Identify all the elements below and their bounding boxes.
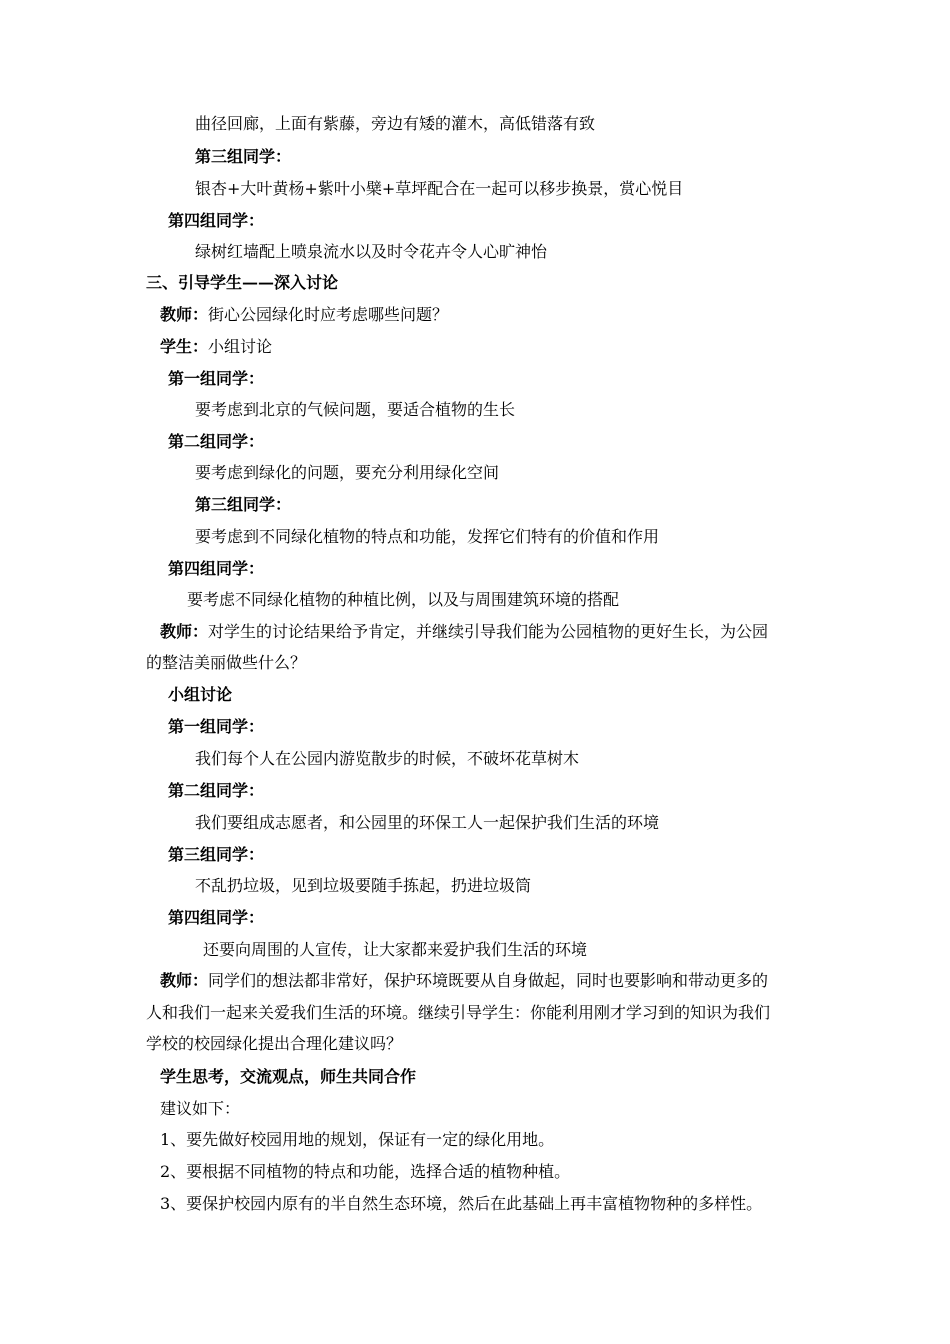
group-heading: 第三组同学： xyxy=(195,147,292,166)
text-line: 要考虑到北京的气候问题，要适合植物的生长 xyxy=(195,400,516,419)
text-line: 要考虑不同绿化植物的种植比例，以及与周围建筑环境的搭配 xyxy=(187,590,620,609)
text-line: 曲径回廊，上面有紫藤，旁边有矮的灌木，高低错落有致 xyxy=(195,114,596,133)
text-line: 要考虑到绿化的问题，要充分利用绿化空间 xyxy=(195,463,500,482)
speaker-label: 教师： xyxy=(160,622,209,641)
group-heading: 第一组同学： xyxy=(168,369,265,388)
group-heading: 第四组同学： xyxy=(168,559,265,578)
text-line: 银杏+大叶黄杨+紫叶小檗+草坪配合在一起可以移步换景，赏心悦目 xyxy=(195,179,684,198)
discussion-heading: 小组讨论 xyxy=(168,685,233,704)
speaker-label: 学生： xyxy=(160,337,209,356)
text-line: 学校的校园绿化提出合理化建议吗？ xyxy=(146,1034,403,1053)
group-heading: 第一组同学： xyxy=(168,717,265,736)
speaker-label: 教师： xyxy=(160,305,209,324)
teacher-line xyxy=(160,621,768,643)
bold-line: 学生思考，交流观点，师生共同合作 xyxy=(160,1067,417,1086)
text-line: 人和我们一起来关爱我们生活的环境。继续引导学生：你能利用刚才学习到的知识为我们 xyxy=(146,1003,771,1022)
group-heading: 第四组同学： xyxy=(168,908,265,927)
teacher-line xyxy=(160,970,768,992)
text-line: 我们每个人在公园内游览散步的时候，不破坏花草树木 xyxy=(195,749,580,768)
list-item: 1、要先做好校园用地的规划，保证有一定的绿化用地。 xyxy=(160,1130,555,1149)
text-line: 要考虑到不同绿化植物的特点和功能，发挥它们特有的价值和作用 xyxy=(195,527,660,546)
speaker-text: 小组讨论 xyxy=(208,337,273,356)
speaker-text: 对学生的讨论结果给予肯定，并继续引导我们能为公园植物的更好生长，为公园 xyxy=(208,622,769,641)
group-heading: 第三组同学： xyxy=(168,845,265,864)
text-line: 的整洁美丽做些什么？ xyxy=(146,653,307,672)
group-heading: 第三组同学： xyxy=(195,495,292,514)
text-line: 我们要组成志愿者，和公园里的环保工人一起保护我们生活的环境 xyxy=(195,813,660,832)
group-heading: 第二组同学： xyxy=(168,432,265,451)
text-line: 建议如下： xyxy=(160,1099,241,1118)
text-line: 绿树红墙配上喷泉流水以及时令花卉令人心旷神怡 xyxy=(195,242,548,261)
speaker-label: 教师： xyxy=(160,971,209,990)
speaker-text: 街心公园绿化时应考虑哪些问题？ xyxy=(208,305,449,324)
text-line: 不乱扔垃圾，见到垃圾要随手拣起，扔进垃圾筒 xyxy=(195,876,532,895)
student-line xyxy=(160,336,272,358)
list-item: 2、要根据不同植物的特点和功能，选择合适的植物种植。 xyxy=(160,1162,571,1181)
group-heading: 第二组同学： xyxy=(168,781,265,800)
list-item: 3、要保护校园内原有的半自然生态环境，然后在此基础上再丰富植物物种的多样性。 xyxy=(160,1194,763,1213)
text-line: 还要向周围的人宣传，让大家都来爱护我们生活的环境 xyxy=(203,940,588,959)
teacher-line xyxy=(160,304,448,326)
section-heading: 三、引导学生——深入讨论 xyxy=(146,273,339,292)
speaker-text: 同学们的想法都非常好，保护环境既要从自身做起，同时也要影响和带动更多的 xyxy=(208,971,769,990)
group-heading: 第四组同学： xyxy=(168,211,265,230)
